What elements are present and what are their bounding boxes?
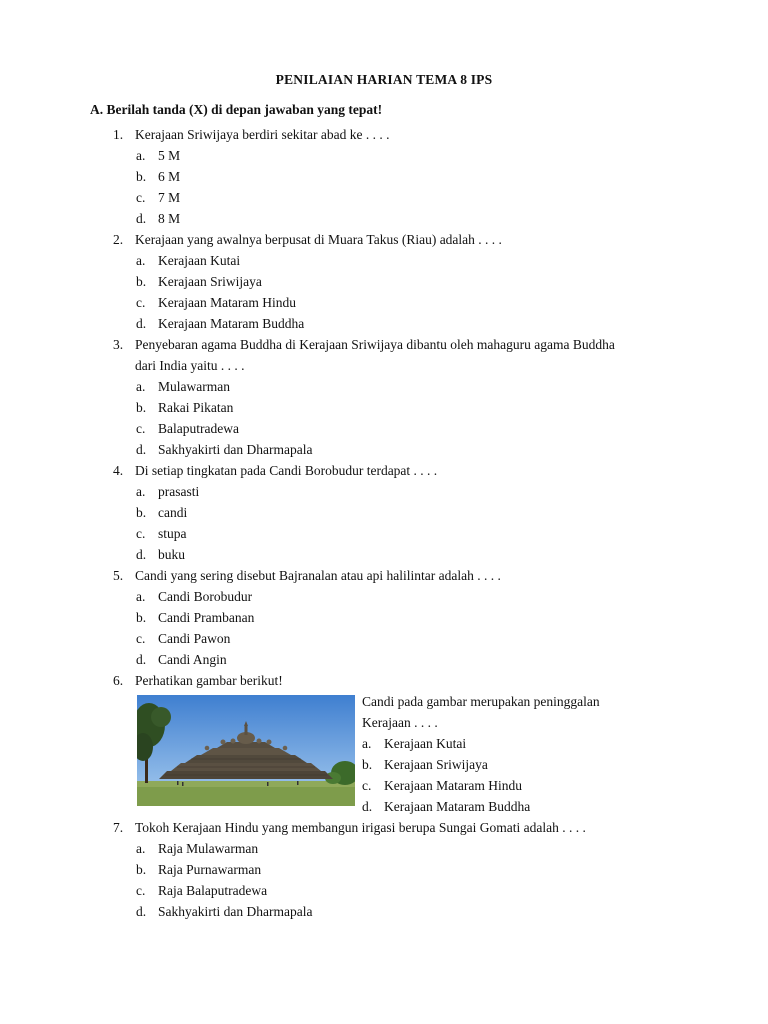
option-letter: c. (362, 778, 372, 793)
option-c[interactable] (0, 418, 768, 439)
option-text: Kerajaan Sriwijaya (384, 757, 488, 772)
option-text: Raja Balaputradewa (158, 883, 268, 898)
option-letter: b. (136, 169, 147, 184)
option-a[interactable] (0, 838, 768, 859)
option-letter: a. (136, 484, 146, 499)
option-text: Candi Prambanan (158, 610, 255, 625)
question-text: Kerajaan Sriwijaya berdiri sekitar abad ke . . . . (135, 127, 390, 142)
question-list (0, 124, 768, 922)
option-letter: c. (136, 631, 146, 646)
question-1 (0, 124, 768, 229)
option-text: candi (158, 505, 188, 520)
option-text: 6 M (158, 169, 181, 184)
option-text: Sakhyakirti dan Dharmapala (158, 442, 313, 457)
option-letter: d. (362, 799, 373, 814)
option-letter: c. (136, 883, 146, 898)
option-a[interactable] (361, 733, 701, 754)
option-c[interactable] (0, 880, 768, 901)
question-number: 1. (113, 127, 124, 142)
option-letter: b. (362, 757, 373, 772)
option-letter: a. (136, 148, 146, 163)
option-letter: c. (136, 526, 146, 541)
option-text: Mulawarman (158, 379, 230, 394)
option-a[interactable] (0, 250, 768, 271)
option-text: Raja Purnawarman (158, 862, 262, 877)
option-text: Kerajaan Kutai (158, 253, 241, 268)
option-c[interactable] (0, 292, 768, 313)
option-letter: b. (136, 862, 147, 877)
option-d[interactable] (361, 796, 701, 817)
option-letter: b. (136, 274, 147, 289)
option-letter: d. (136, 211, 147, 226)
option-text: Candi Angin (158, 652, 227, 667)
option-text: 7 M (158, 190, 181, 205)
option-letter: d. (136, 652, 147, 667)
option-letter: d. (136, 442, 147, 457)
option-b[interactable] (0, 271, 768, 292)
option-text: prasasti (158, 484, 200, 499)
option-text: Kerajaan Sriwijaya (158, 274, 262, 289)
question-7 (0, 817, 768, 922)
option-a[interactable] (0, 586, 768, 607)
option-b[interactable] (0, 166, 768, 187)
option-d[interactable] (0, 208, 768, 229)
question-text: Candi pada gambar merupakan peninggalan (362, 694, 600, 709)
option-c[interactable] (0, 187, 768, 208)
option-letter: b. (136, 610, 147, 625)
option-text: Rakai Pikatan (158, 400, 234, 415)
temple-photo (137, 695, 355, 806)
option-d[interactable] (0, 439, 768, 460)
question-4 (0, 460, 768, 565)
page-title: PENILAIAN HARIAN TEMA 8 IPS (275, 72, 493, 87)
option-text: 5 M (158, 148, 181, 163)
option-text: 8 M (158, 211, 181, 226)
option-b[interactable] (0, 502, 768, 523)
option-letter: a. (136, 379, 146, 394)
option-letter: a. (136, 589, 146, 604)
question-text: Perhatikan gambar berikut! (135, 673, 283, 688)
section-instruction: A. Berilah tanda (X) di depan jawaban yang tepat! (90, 102, 383, 117)
option-letter: c. (136, 190, 146, 205)
option-c[interactable] (361, 775, 701, 796)
option-d[interactable] (0, 649, 768, 670)
option-text: Kerajaan Mataram Hindu (384, 778, 522, 793)
question-6-answers (361, 691, 701, 817)
option-letter: c. (136, 421, 146, 436)
question-text-continued: Kerajaan . . . . (362, 715, 438, 730)
question-text: Kerajaan yang awalnya berpusat di Muara Takus (Riau) adalah . . . . (135, 232, 502, 247)
option-d[interactable] (0, 901, 768, 922)
option-text: Candi Borobudur (158, 589, 253, 604)
option-letter: a. (362, 736, 372, 751)
option-letter: c. (136, 295, 146, 310)
option-a[interactable] (0, 145, 768, 166)
option-letter: a. (136, 841, 146, 856)
option-c[interactable] (0, 523, 768, 544)
option-b[interactable] (361, 754, 701, 775)
question-text: Penyebaran agama Buddha di Kerajaan Sriwijaya dibantu oleh mahaguru agama Buddha (135, 337, 615, 352)
option-text: Balaputradewa (158, 421, 239, 436)
option-text: Candi Pawon (158, 631, 231, 646)
option-text: Raja Mulawarman (158, 841, 259, 856)
question-text-continued: dari India yaitu . . . . (135, 358, 245, 373)
option-letter: d. (136, 904, 147, 919)
question-6 (0, 670, 768, 817)
question-number: 4. (113, 463, 124, 478)
option-text: Kerajaan Mataram Buddha (158, 316, 305, 331)
question-3 (0, 334, 768, 460)
question-text: Candi yang sering disebut Bajranalan atau api halilintar adalah . . . . (135, 568, 501, 583)
option-text: Kerajaan Kutai (384, 736, 467, 751)
option-letter: a. (136, 253, 146, 268)
question-2 (0, 229, 768, 334)
question-5 (0, 565, 768, 670)
question-number: 7. (113, 820, 124, 835)
option-text: Sakhyakirti dan Dharmapala (158, 904, 313, 919)
option-d[interactable] (0, 313, 768, 334)
option-b[interactable] (0, 397, 768, 418)
question-text: Tokoh Kerajaan Hindu yang membangun irigasi berupa Sungai Gomati adalah . . . . (135, 820, 586, 835)
option-text: stupa (158, 526, 187, 541)
option-b[interactable] (0, 607, 768, 628)
option-a[interactable] (0, 376, 768, 397)
option-text: buku (158, 547, 185, 562)
question-number: 2. (113, 232, 124, 247)
option-c[interactable] (0, 628, 768, 649)
option-text: Kerajaan Mataram Hindu (158, 295, 296, 310)
question-text: Di setiap tingkatan pada Candi Borobudur terdapat . . . . (135, 463, 438, 478)
option-letter: b. (136, 505, 147, 520)
question-number: 6. (113, 673, 124, 688)
option-b[interactable] (0, 859, 768, 880)
question-number: 5. (113, 568, 124, 583)
option-letter: d. (136, 547, 147, 562)
option-text: Kerajaan Mataram Buddha (384, 799, 531, 814)
option-letter: b. (136, 400, 147, 415)
option-a[interactable] (0, 481, 768, 502)
option-d[interactable] (0, 544, 768, 565)
question-number: 3. (113, 337, 124, 352)
option-letter: d. (136, 316, 147, 331)
